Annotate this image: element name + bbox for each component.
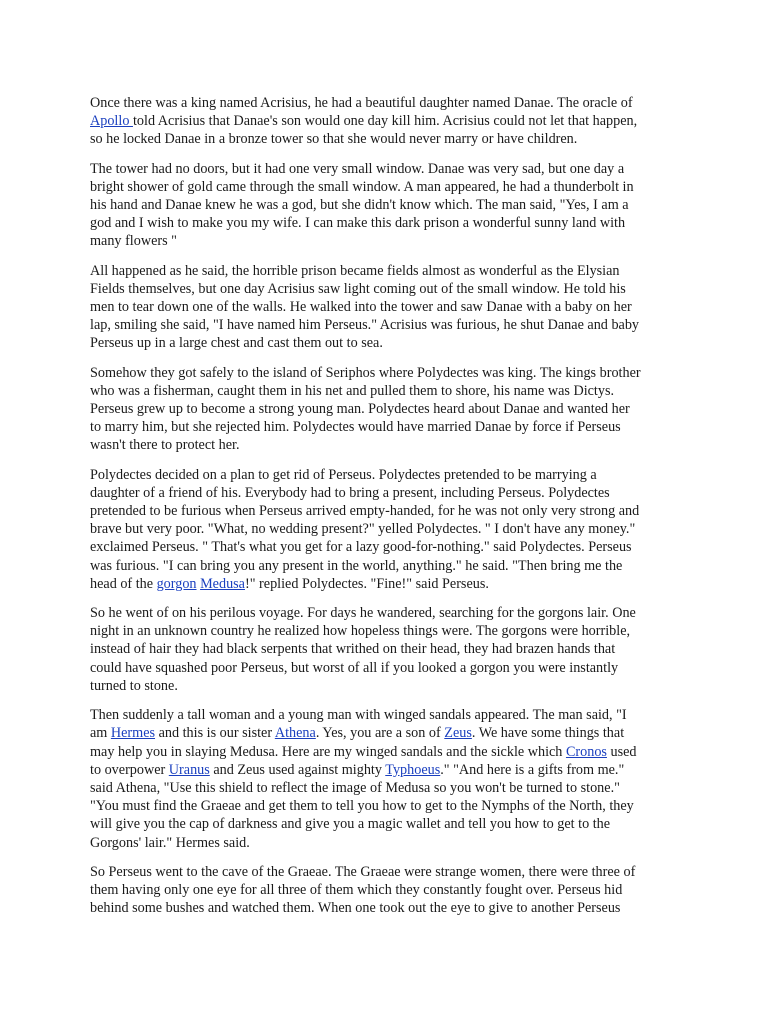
text-line — [90, 400, 676, 418]
text-line — [90, 761, 676, 779]
wiki-link[interactable]: Cronos — [565, 743, 607, 760]
text-run: instead of hair they had black serpents that writhed on their head, they had brazen hands that — [90, 641, 616, 658]
text-line — [90, 214, 676, 232]
text-run: his hand and Danae knew he was a god, but she didn't know which. The man said, "Yes, I am a — [90, 197, 629, 214]
text-run: . Yes, you are a son of — [315, 725, 445, 742]
text-run: head of the — [90, 575, 157, 592]
wiki-link[interactable]: Athena — [274, 725, 316, 742]
text-line — [90, 724, 676, 742]
text-line — [90, 815, 676, 833]
text-line — [90, 502, 676, 520]
text-run: am — [90, 725, 111, 742]
text-run: men to tear down one of the walls. He walked into the tower and saw Danae with a baby on her — [90, 299, 632, 316]
wiki-link[interactable]: Uranus — [168, 761, 210, 778]
paragraph — [90, 863, 676, 918]
text-run: The tower had no doors, but it had one very small window. Danae was very sad, but one day a — [90, 160, 625, 177]
text-run: may help you in slaying Medusa. Here are my winged sandals and the sickle which — [90, 743, 566, 760]
text-run: so he locked Danae in a bronze tower so that she would never marry or have children. — [90, 131, 578, 148]
text-line — [90, 484, 676, 502]
text-line — [90, 706, 676, 724]
text-run: told Acrisius that Danae's son would one day kill him. Acrisius could not let that happen, — [132, 113, 638, 130]
text-line — [90, 797, 676, 815]
wiki-link[interactable]: gorgon — [156, 575, 197, 592]
text-line — [90, 418, 676, 436]
text-run: to overpower — [90, 761, 169, 778]
text-run: . We have some things that — [471, 725, 625, 742]
text-line — [90, 557, 676, 575]
wiki-link[interactable]: Apollo — [90, 113, 133, 130]
text-run: could have squashed poor Perseus, but worst of all if you looked a gorgon you were instantly — [90, 659, 619, 676]
text-line — [90, 520, 676, 538]
text-run: Polydectes decided on a plan to get rid of Perseus. Polydectes pretended to be marrying a — [90, 466, 597, 483]
text-line — [90, 538, 676, 556]
text-run: who was a fisherman, caught them in his net and pulled them to shore, his name was Dictys. — [90, 382, 615, 399]
text-line — [90, 112, 676, 130]
text-line — [90, 334, 676, 352]
document-body — [90, 94, 676, 928]
wiki-link[interactable]: Medusa — [200, 575, 245, 592]
text-run: Somehow they got safely to the island of Seriphos where Polydectes was king. The kings brother — [90, 364, 641, 381]
text-line — [90, 779, 676, 797]
wiki-link[interactable]: Typhoeus — [385, 761, 441, 778]
text-run: will give you the cap of darkness and give you a magic wallet and tell you how to get to the — [90, 816, 611, 833]
paragraph — [90, 94, 676, 149]
text-line — [90, 466, 676, 484]
text-line — [90, 94, 676, 112]
text-line — [90, 316, 676, 334]
text-line — [90, 640, 676, 658]
text-line — [90, 232, 676, 250]
text-run: used — [606, 743, 637, 760]
text-run: said Athena, "Use this shield to reflect the image of Medusa so you won't be turned to stone." — [90, 779, 620, 796]
paragraph — [90, 262, 676, 353]
text-run: Perseus up in a large chest and cast them out to sea. — [90, 335, 383, 352]
text-line — [90, 575, 676, 593]
paragraph — [90, 706, 676, 852]
text-line — [90, 743, 676, 761]
text-line — [90, 364, 676, 382]
text-run: to marry him, but she rejected him. Polydectes would have married Danae by force if Perseus — [90, 419, 621, 436]
text-run: turned to stone. — [90, 677, 178, 694]
text-run: and Zeus used against mighty — [209, 761, 386, 778]
text-run: Gorgons' lair." Hermes said. — [90, 834, 250, 851]
text-run: Perseus grew up to become a strong young man. Polydectes heard about Danae and wanted her — [90, 401, 630, 418]
text-line — [90, 834, 676, 852]
wiki-link[interactable]: Hermes — [110, 725, 156, 742]
wiki-link[interactable]: Zeus — [444, 725, 472, 742]
text-run: wasn't there to protect her. — [90, 437, 240, 454]
text-run: Fields themselves, but one day Acrisius saw light coming out of the small window. He told his — [90, 280, 626, 297]
text-line — [90, 436, 676, 454]
text-run: exclaimed Perseus. " That's what you get for a lazy good-for-nothing." said Polydectes. Perseus — [90, 539, 632, 556]
text-line — [90, 298, 676, 316]
text-run: god and I wish to make you my wife. I can make this dark prison a wonderful sunny land with — [90, 215, 626, 232]
text-run: bright shower of gold came through the small window. A man appeared, he had a thunderbolt in — [90, 178, 634, 195]
text-run: lap, smiling she said, "I have named him Perseus." Acrisius was furious, he shut Danae and baby — [90, 317, 640, 334]
text-run: !" replied Polydectes. "Fine!" said Perseus. — [244, 575, 489, 592]
text-run: behind some bushes and watched them. When one took out the eye to give to another Perseus — [90, 900, 621, 917]
text-line — [90, 863, 676, 881]
text-run: brave but very poor. "What, no wedding present?" yelled Polydectes. " I don't have any money." — [90, 521, 636, 538]
text-line — [90, 677, 676, 695]
text-line — [90, 899, 676, 917]
text-line — [90, 604, 676, 622]
paragraph — [90, 160, 676, 251]
text-run: All happened as he said, the horrible prison became fields almost as wonderful as the Elysian — [90, 262, 620, 279]
text-run: was furious. "I can bring you any present in the world, anything." he said. "Then bring me the — [90, 557, 623, 574]
text-line — [90, 280, 676, 298]
text-run: Then suddenly a tall woman and a young man with winged sandals appeared. The man said, "I — [90, 707, 627, 724]
text-line — [90, 196, 676, 214]
text-line — [90, 262, 676, 280]
text-run: Once there was a king named Acrisius, he had a beautiful daughter named Danae. The oracle of — [90, 95, 633, 111]
text-line — [90, 659, 676, 677]
text-run: So he went of on his perilous voyage. For days he wandered, searching for the gorgons lair. One — [90, 605, 636, 622]
paragraph — [90, 364, 676, 455]
text-line — [90, 178, 676, 196]
text-run: pretended to be furious when Perseus arrived empty-handed, for he was not only very strong and — [90, 503, 640, 520]
text-run: and this is our sister — [155, 725, 275, 742]
text-run: "You must find the Graeae and get them to tell you how to get to the Nymphs of the North, they — [90, 798, 634, 815]
paragraph — [90, 466, 676, 593]
text-line — [90, 382, 676, 400]
text-line — [90, 622, 676, 640]
text-run: So Perseus went to the cave of the Graeae. The Graeae were strange women, there were three of — [90, 863, 636, 880]
text-line — [90, 130, 676, 148]
text-run: them having only one eye for all three of them which they constantly fought over. Perseus hid — [90, 881, 623, 898]
text-run: ." "And here is a gifts from me." — [440, 761, 625, 778]
text-line — [90, 881, 676, 899]
text-run: many flowers " — [90, 233, 177, 250]
paragraph — [90, 604, 676, 695]
text-line — [90, 160, 676, 178]
text-run: daughter of a friend of his. Everybody had to bring a present, including Perseus. Polydectes — [90, 484, 610, 501]
text-run: night in an unknown country he realized how hopeless things were. The gorgons were horrible, — [90, 623, 631, 640]
